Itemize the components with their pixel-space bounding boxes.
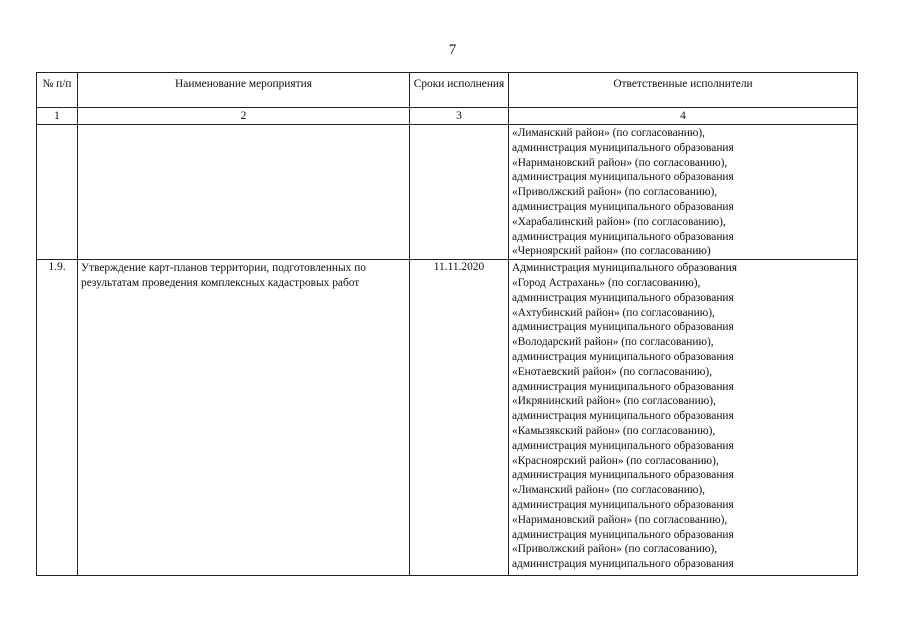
executors-cell	[509, 125, 858, 260]
executors-text: Администрация муниципального образования «Город Астрахань» (по согласованию), администрация муниципального образования «Ахтубинский район» (по согласованию), администрация муниципального образования «Володарский район» (по согласованию), администрация муниципального образования «Енотаевский район» (по согласованию), администрация муниципального образования «Икрянинский район» (по согласованию), администрация муниципального образования «Камызякский район» (по согласованию), администрация муниципального образования «Красноярский район» (по согласованию), администрация муниципального образования «Лиманский район» (по согласованию), администрация муниципального образования «Наримановский район» (по согласованию), администрация муниципального образования «Приволжский район» (по согласованию), администрация муниципального образования	[512, 262, 737, 571]
column-number: 3	[410, 108, 509, 125]
measure-name-cell	[78, 125, 410, 260]
column-number: 1	[37, 108, 78, 125]
page-number: 7	[448, 42, 457, 58]
header-no: № п/п	[37, 73, 78, 108]
column-number-row	[37, 108, 858, 125]
column-number: 2	[78, 108, 410, 125]
header-deadline: Сроки исполнения	[410, 73, 509, 108]
row-number-cell: 1.9.	[37, 260, 78, 576]
deadline-cell	[410, 125, 509, 260]
measures-table	[36, 72, 858, 576]
row-number-cell	[37, 125, 78, 260]
table-header-row	[37, 73, 858, 108]
header-executors: Ответственные исполнители	[509, 73, 858, 108]
deadline-cell: 11.11.2020	[410, 260, 509, 576]
column-number: 4	[509, 108, 858, 125]
measure-name-cell: Утверждение карт-планов территории, подготовленных по результатам проведения комплексных кадастровых работ	[78, 260, 410, 576]
header-name: Наименование мероприятия	[78, 73, 410, 108]
table-row	[37, 260, 858, 576]
executors-cell	[509, 260, 858, 576]
executors-text: «Лиманский район» (по согласованию), администрация муниципального образования «Наримановский район» (по согласованию), администрация муниципального образования «Приволжский район» (по согласованию), администрация муниципального образования «Харабалинский район» (по согласованию), администрация муниципального образования «Черноярский район» (по согласованию)	[512, 127, 734, 258]
table-row	[37, 125, 858, 260]
